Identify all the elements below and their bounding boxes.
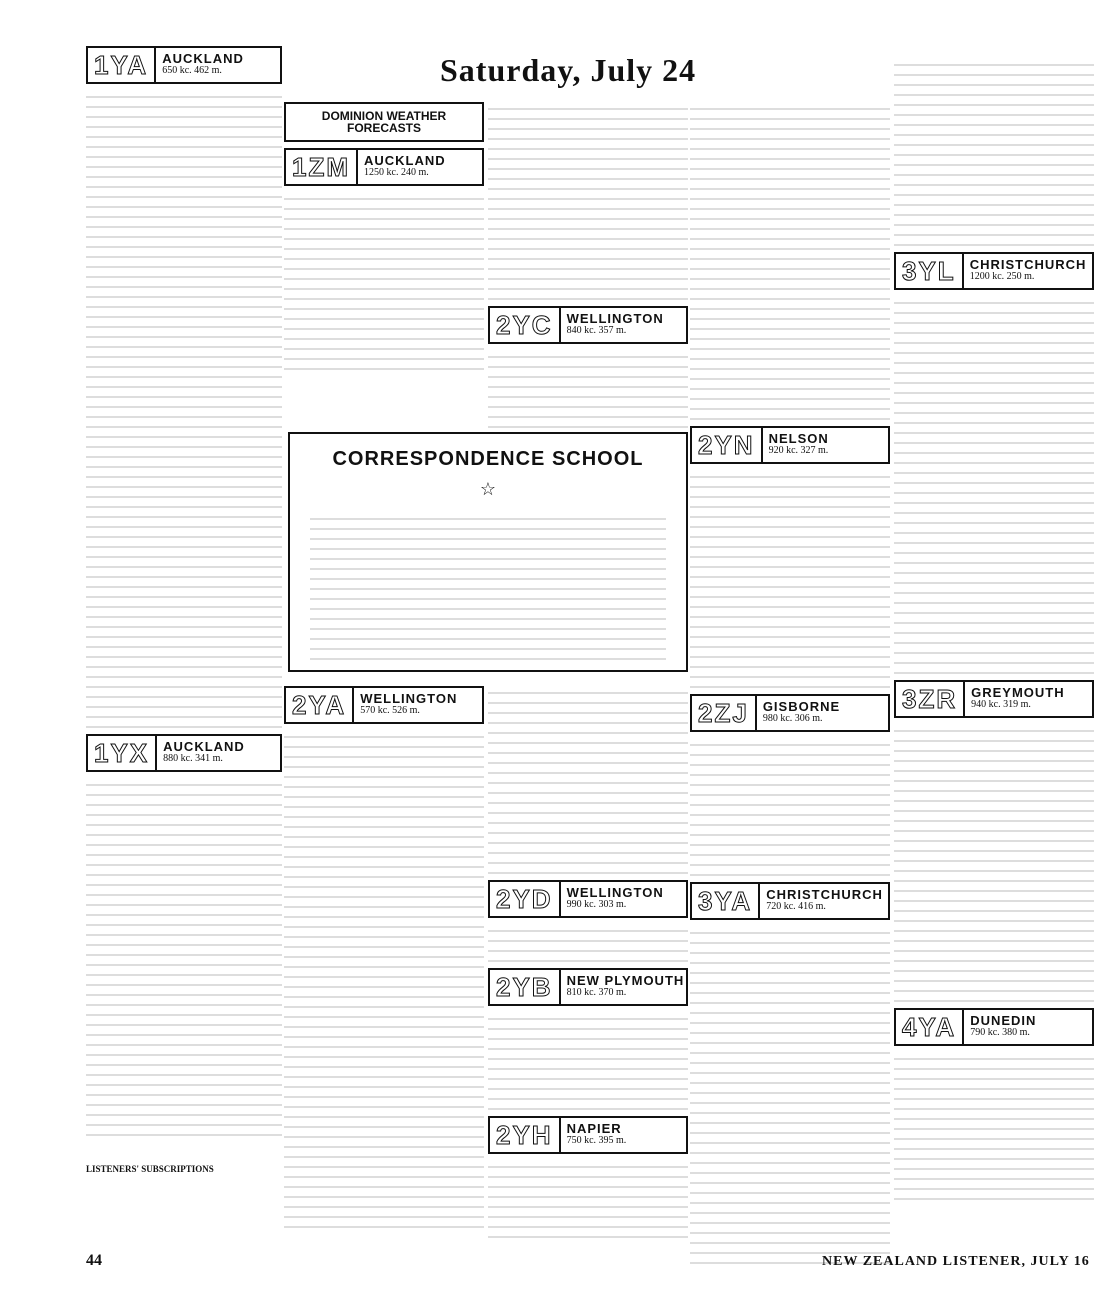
station-city: NAPIER <box>566 1121 622 1136</box>
station-city: WELLINGTON <box>566 311 664 326</box>
listing-placeholder <box>894 294 1094 674</box>
callsign: 4YA <box>896 1010 964 1044</box>
column-4 <box>690 96 890 1268</box>
station-banner-2yn <box>690 426 890 464</box>
station-city: AUCKLAND <box>162 51 244 66</box>
station-banner-3yl <box>894 252 1094 290</box>
station-frequency: 840 kc. 357 m. <box>566 325 627 336</box>
station-city: GREYMOUTH <box>971 685 1065 700</box>
callsign: 3ZR <box>896 682 965 716</box>
callsign: 2YC <box>490 308 561 342</box>
listing-placeholder <box>488 1010 688 1110</box>
station-banner-1ya <box>86 46 282 84</box>
listing-placeholder <box>690 736 890 876</box>
station-frequency: 920 kc. 327 m. <box>768 445 829 456</box>
listing-placeholder <box>284 728 484 1228</box>
station-city: DUNEDIN <box>970 1013 1037 1028</box>
station-city: CHRISTCHURCH <box>766 887 883 902</box>
star-icon: ☆ <box>479 479 497 499</box>
callsign: 2YA <box>286 688 354 722</box>
listing-placeholder <box>488 922 688 962</box>
station-city: CHRISTCHURCH <box>969 257 1087 272</box>
station-frequency: 940 kc. 319 m. <box>971 699 1031 710</box>
listing-placeholder <box>86 88 282 728</box>
listing-placeholder <box>894 1050 1094 1200</box>
station-city: NEW PLYMOUTH <box>566 973 685 988</box>
listing-placeholder <box>310 510 666 660</box>
callsign: 2YH <box>490 1118 561 1152</box>
station-banner-3ya <box>690 882 890 920</box>
listing-placeholder <box>690 468 890 688</box>
station-banner-2yd <box>488 880 688 918</box>
page-footer: NEW ZEALAND LISTENER, JULY 16 <box>822 1254 1090 1269</box>
station-frequency: 570 kc. 526 m. <box>360 705 420 716</box>
subscriptions-note <box>86 1164 282 1175</box>
station-frequency: 880 kc. 341 m. <box>163 753 223 764</box>
weather-box <box>284 102 484 142</box>
station-city: GISBORNE <box>762 699 841 714</box>
station-city: NELSON <box>768 431 829 446</box>
callsign: 2ZJ <box>692 696 757 730</box>
station-frequency: 990 kc. 303 m. <box>566 899 627 910</box>
callsign: 2YB <box>490 970 561 1004</box>
listing-placeholder <box>894 56 1094 246</box>
column-5 <box>894 52 1094 1204</box>
station-banner-2yh <box>488 1116 688 1154</box>
listing-placeholder <box>488 1158 688 1238</box>
station-frequency: 650 kc. 462 m. <box>162 65 222 76</box>
column-2-lower <box>284 680 484 1232</box>
listing-placeholder <box>690 924 890 1264</box>
station-banner-2yb <box>488 968 688 1006</box>
station-frequency: 1250 kc. 240 m. <box>364 167 429 178</box>
station-frequency: 750 kc. 395 m. <box>566 1135 627 1146</box>
listing-placeholder <box>86 776 282 1136</box>
column-2 <box>284 96 484 374</box>
callsign: 2YD <box>490 882 561 916</box>
column-3 <box>488 96 688 432</box>
weather-box-title: DOMINION WEATHER FORECASTS <box>321 109 447 135</box>
column-3-lower <box>488 680 688 1242</box>
listing-placeholder <box>488 684 688 874</box>
listing-placeholder <box>488 100 688 300</box>
correspondence-title: CORRESPONDENCE SCHOOL <box>332 448 644 470</box>
listing-placeholder <box>894 722 1094 1002</box>
station-frequency: 790 kc. 380 m. <box>970 1027 1030 1038</box>
page-title: Saturday, July 24 <box>440 52 697 88</box>
callsign: 3YL <box>896 254 964 288</box>
listing-placeholder <box>690 100 890 420</box>
station-banner-2ya <box>284 686 484 724</box>
station-frequency: 720 kc. 416 m. <box>766 901 826 912</box>
callsign: 1YX <box>88 736 157 770</box>
station-banner-1yx <box>86 734 282 772</box>
station-city: WELLINGTON <box>360 691 458 706</box>
page-number: 44 <box>86 1252 102 1269</box>
correspondence-school-box <box>288 432 688 672</box>
callsign: 1YA <box>88 48 156 82</box>
listing-placeholder <box>284 190 484 370</box>
station-frequency: 1200 kc. 250 m. <box>969 271 1035 282</box>
callsign: 1ZM <box>286 150 358 184</box>
station-city: WELLINGTON <box>566 885 664 900</box>
station-banner-1zm <box>284 148 484 186</box>
station-city: AUCKLAND <box>364 153 446 168</box>
station-frequency: 980 kc. 306 m. <box>762 713 823 724</box>
station-banner-2yc <box>488 306 688 344</box>
station-banner-2zj <box>690 694 890 732</box>
callsign: 3YA <box>692 884 760 918</box>
callsign: 2YN <box>692 428 763 462</box>
subscriptions-note-title: LISTENERS' SUBSCRIPTIONS <box>86 1164 214 1174</box>
station-banner-3zr <box>894 680 1094 718</box>
station-banner-4ya <box>894 1008 1094 1046</box>
column-1 <box>86 40 282 1140</box>
listing-placeholder <box>488 348 688 428</box>
station-city: AUCKLAND <box>163 739 245 754</box>
station-frequency: 810 kc. 370 m. <box>566 987 627 998</box>
